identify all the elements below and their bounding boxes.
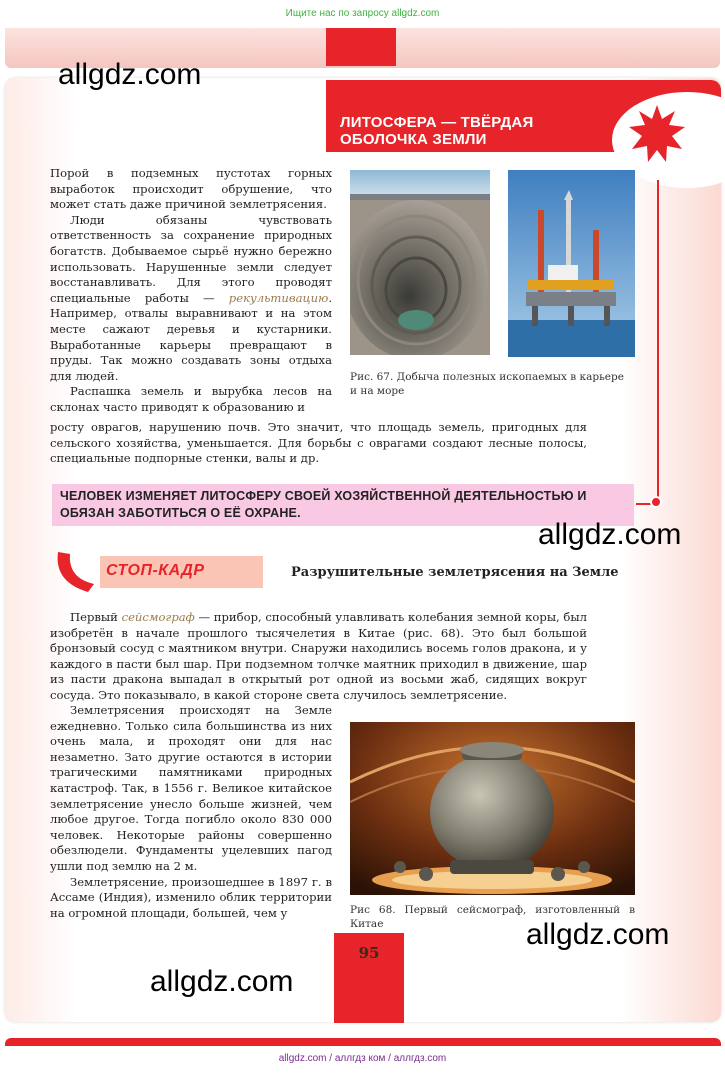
star-burst-icon xyxy=(628,105,686,163)
intro-text-column xyxy=(50,166,332,416)
watermark-top-left: allgdz.com xyxy=(58,58,202,91)
seismograph-paragraph xyxy=(50,610,587,704)
key-statement-box: ЧЕЛОВЕК ИЗМЕНЯЕТ ЛИТОСФЕРУ СВОЕЙ ХОЗЯЙСТВЕННОЙ ДЕЯТЕЛЬНОСТЬЮ И ОБЯЗАН ЗАБОТИТЬСЯ О ЕЁ ОХРАНЕ. xyxy=(52,484,634,526)
watermark-lower-right: allgdz.com xyxy=(526,918,670,951)
figure-67-caption: Рис. 67. Добыча полезных ископаемых в карьере и на море xyxy=(350,371,624,397)
seismograph-text-a: Первый xyxy=(70,610,122,624)
chapter-title: ЛИТОСФЕРА — ТВЁРДАЯ ОБОЛОЧКА ЗЕМЛИ xyxy=(340,114,534,148)
watermark-bottom-left: allgdz.com xyxy=(150,965,294,998)
stop-frame-label: СТОП-КАДР xyxy=(106,562,205,579)
watermark-middle-right: allgdz.com xyxy=(538,518,682,551)
section-title: Разрушительные землетрясения на Земле xyxy=(291,565,619,580)
stop-frame-arc-icon xyxy=(50,548,114,596)
accent-dot xyxy=(650,496,662,508)
earthquake-paragraph-2: Землетрясение, произошедшее в 1897 г. в Ассаме (Индия), изменило облик территории на огромной площади, большей, чем у xyxy=(50,874,332,920)
accent-line-vertical xyxy=(657,180,659,500)
top-promo-link[interactable]: Ищите нас по запросу allgdz.com xyxy=(285,8,440,19)
figure-68-caption: Рис 68. Первый сейсмограф, изготовленный в Китае xyxy=(350,904,635,930)
quarry-photo xyxy=(350,170,490,355)
page-number: 95 xyxy=(358,944,380,962)
bottom-promo-links[interactable]: allgdz.com / аллгдз ком / аллгдз.com xyxy=(278,1053,447,1064)
term-reclamation: рекультивацию xyxy=(228,290,329,305)
oil-platform-photo xyxy=(508,170,635,357)
intro-paragraph-3: Распашка земель и вырубка лесов на склонах часто приводят к образованию и xyxy=(50,384,332,414)
intro-text-wide xyxy=(50,420,587,467)
earthquake-text-column xyxy=(50,703,332,921)
seismograph-text-b: — прибор, способный улавливать колебания земной коры, был изобретён в начале прошлого тысячелетия в Китае (рис. 68). Это был большой бронзовый сосуд с маятником внутри. Снаружи находились восемь голов дракона, и у каждого в пасти был шар. При подземном толчке маятник приходил в движение, шар из пасти дракона выпадал в открытый рот одной из восьми жаб, сидящих вокруг сосуда. Это показывало, в какой стороне света случилось землетрясение. xyxy=(50,610,587,702)
intro-paragraph-1: Порой в подземных пустотах горных выработок происходит обрушение, что может стать даже причиной землетрясения. xyxy=(50,166,332,212)
earthquake-paragraph-1: Землетрясения происходят на Земле ежедневно. Только сила большинства из них очень мала, и проходят они для нас незаметно. Зато другие остаются в истории трагическими памятниками природных катастроф. Так, в 1556 г. Великое китайское землетрясение унесло больше жизней, чем любое другое. Тогда погибло около 830 000 человек. Некоторые районы совершенно обезлюдели. Фундаменты уцелевших пагод ушли под землю на 2 м. xyxy=(50,703,332,873)
intro-paragraph-2 xyxy=(50,213,332,385)
intro-p2-text-b: . Например, отвалы выравнивают и на этом месте сажают деревья и кустарники. Выработанные карьеры превращают в пруды. Так можно создавать зоны отдыха для людей. xyxy=(50,290,332,383)
intro-p2-text-a: Люди обязаны чувствовать ответственность за сохранение природных богатств. Добываемое сырьё нужно бережно использовать. Нарушенные земли следует восстанавливать. Для этого проводят специальные работы — xyxy=(50,212,332,305)
previous-page-tab xyxy=(326,28,396,66)
seismograph-text xyxy=(50,610,587,704)
next-page-edge xyxy=(5,1038,721,1046)
term-seismograph: сейсмограф xyxy=(121,610,195,624)
seismograph-photo xyxy=(350,722,635,895)
intro-paragraph-3-continued: росту оврагов, нарушению почв. Это значит, что площадь земель, пригодных для сельского хозяйства, уменьшается. Для борьбы с оврагами создают лесные полосы, специальные подпорные стенки, валы и др. xyxy=(50,420,587,466)
